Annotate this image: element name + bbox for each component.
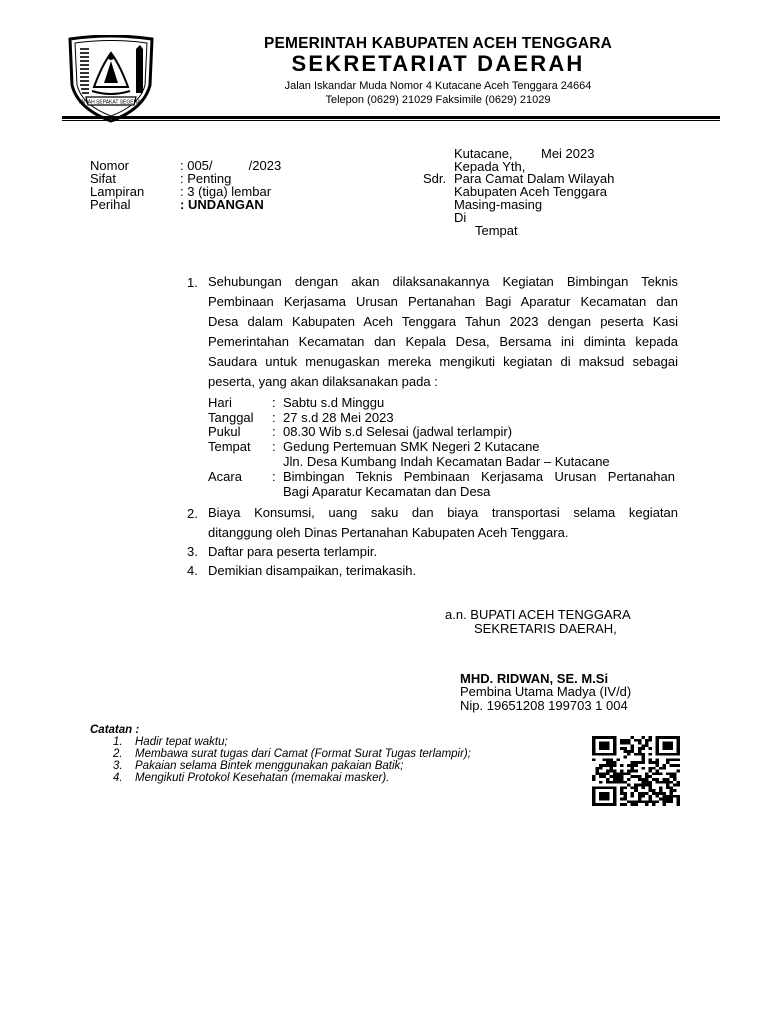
detail-sep: : bbox=[272, 395, 276, 410]
recipient-each: Masing-masing bbox=[454, 197, 543, 212]
item-1-line: Pembinaan Kerjasama Urusan Pertanahan Bagi Aparatur Kecamatan dan bbox=[208, 294, 678, 309]
qr-code-icon bbox=[592, 736, 680, 806]
meta-value-attachment: : 3 (tiga) lembar bbox=[180, 184, 272, 199]
meta-label-nature: Sifat bbox=[90, 171, 117, 186]
signature-position: SEKRETARIS DAERAH, bbox=[474, 621, 617, 636]
letterhead-government: PEMERINTAH KABUPATEN ACEH TENGGARA bbox=[263, 35, 613, 52]
detail-sep: : bbox=[272, 469, 276, 484]
detail-value: 08.30 Wib s.d Selesai (jadwal terlampir) bbox=[283, 424, 513, 439]
detail-sep: : bbox=[272, 410, 276, 425]
detail-label: Hari bbox=[208, 395, 232, 410]
item-2-line: Biaya Konsumsi, uang saku dan biaya transportasi selama kegiatan bbox=[208, 505, 678, 520]
meta-value-subject: : UNDANGAN bbox=[180, 197, 264, 212]
letterhead-rule-thin bbox=[62, 120, 720, 121]
notes-item: Hadir tepat waktu; bbox=[135, 736, 228, 748]
notes-item: Mengikuti Protokol Kesehatan (memakai masker). bbox=[135, 772, 390, 784]
detail-value: Sabtu s.d Minggu bbox=[283, 395, 385, 410]
item-4-text: Demikian disampaikan, terimakasih. bbox=[208, 563, 417, 578]
item-1-line: peserta, yang akan dilaksanakan pada : bbox=[208, 374, 438, 389]
item-1-number: 1. bbox=[187, 275, 198, 290]
item-2-paragraph bbox=[208, 503, 678, 543]
notes-num: 3. bbox=[113, 760, 123, 772]
recipient-name: Para Camat Dalam Wilayah bbox=[454, 171, 615, 186]
letterhead-rule-thick bbox=[62, 116, 720, 119]
detail-label: Tempat bbox=[208, 439, 251, 454]
signature-rank: Pembina Utama Madya (IV/d) bbox=[460, 684, 632, 699]
detail-value: Gedung Pertemuan SMK Negeri 2 Kutacane bbox=[283, 439, 540, 454]
notes-num: 4. bbox=[113, 772, 123, 784]
recipient-place: Tempat bbox=[475, 223, 518, 238]
item-4-number: 4. bbox=[187, 563, 198, 578]
svg-text:TANAH SEPAKAT SEGENAP: TANAH SEPAKAT SEGENAP bbox=[78, 99, 144, 106]
letter-place: Kutacane, bbox=[454, 146, 513, 161]
meta-label-number: Nomor bbox=[90, 158, 130, 173]
detail-label: Tanggal bbox=[208, 410, 254, 425]
recipient-region: Kabupaten Aceh Tenggara bbox=[454, 184, 608, 199]
detail-value-wrap bbox=[283, 470, 675, 483]
notes-title: Catatan : bbox=[90, 724, 140, 736]
detail-value: Bimbingan Teknis Pembinaan Kerjasama Urusan Pertanahan bbox=[283, 469, 675, 484]
item-1-line: Pemerintahan Kecamatan dan Kepala Desa, Bersama ini diminta kepada bbox=[208, 334, 678, 349]
letterhead-address: Jalan Iskandar Muda Nomor 4 Kutacane Aceh Tenggara 24664 bbox=[284, 80, 592, 92]
detail-sep: : bbox=[272, 439, 276, 454]
detail-label: Pukul bbox=[208, 424, 241, 439]
item-1-line: Sehubungan dengan akan dilaksanakannya Kegiatan Bimbingan Teknis bbox=[208, 274, 678, 289]
meta-label-subject: Perihal bbox=[90, 197, 131, 212]
item-2-number: 2. bbox=[187, 506, 198, 521]
detail-sep: : bbox=[272, 424, 276, 439]
detail-label: Acara bbox=[208, 469, 242, 484]
meta-value-nature: : Penting bbox=[180, 171, 232, 186]
recipient-at: Di bbox=[454, 210, 467, 225]
letter-date: Mei 2023 bbox=[541, 146, 595, 161]
recipient-greeting: Kepada Yth, bbox=[454, 159, 526, 174]
item-3-text: Daftar para peserta terlampir. bbox=[208, 544, 378, 559]
signature-nip: Nip. 19651208 199703 1 004 bbox=[460, 698, 628, 713]
meta-value-number: : 005/ /2023 bbox=[180, 158, 282, 173]
signature-name: MHD. RIDWAN, SE. M.Si bbox=[460, 671, 609, 686]
item-1-line: Desa dalam Kabupaten Aceh Tenggara Tahun 2023 dengan peserta Kasi bbox=[208, 314, 678, 329]
item-1-line: Saudara untuk menugaskan mereka mengikuti kegiatan di maksud sebagai bbox=[208, 354, 678, 369]
item-1-paragraph bbox=[208, 272, 678, 392]
detail-value: Bagi Aparatur Kecamatan dan Desa bbox=[283, 484, 491, 499]
letterhead-office: SEKRETARIAT DAERAH bbox=[291, 51, 585, 76]
notes-num: 1. bbox=[113, 736, 123, 748]
letterhead-phone: Telepon (0629) 21029 Faksimile (0629) 21029 bbox=[325, 94, 551, 106]
item-2-line: ditanggung oleh Dinas Pertanahan Kabupaten Aceh Tenggara. bbox=[208, 525, 569, 540]
item-3-number: 3. bbox=[187, 544, 198, 559]
notes-item: Pakaian selama Bintek menggunakan pakaian Batik; bbox=[135, 760, 404, 772]
signature-on-behalf: a.n. BUPATI ACEH TENGGARA bbox=[445, 607, 631, 622]
recipient-prefix: Sdr. bbox=[423, 171, 447, 186]
detail-value: Jln. Desa Kumbang Indah Kecamatan Badar – Kutacane bbox=[283, 454, 610, 469]
notes-num: 2. bbox=[113, 748, 123, 760]
notes-item: Membawa surat tugas dari Camat (Format Surat Tugas terlampir); bbox=[135, 748, 471, 760]
detail-value: 27 s.d 28 Mei 2023 bbox=[283, 410, 394, 425]
meta-label-attachment: Lampiran bbox=[90, 184, 145, 199]
